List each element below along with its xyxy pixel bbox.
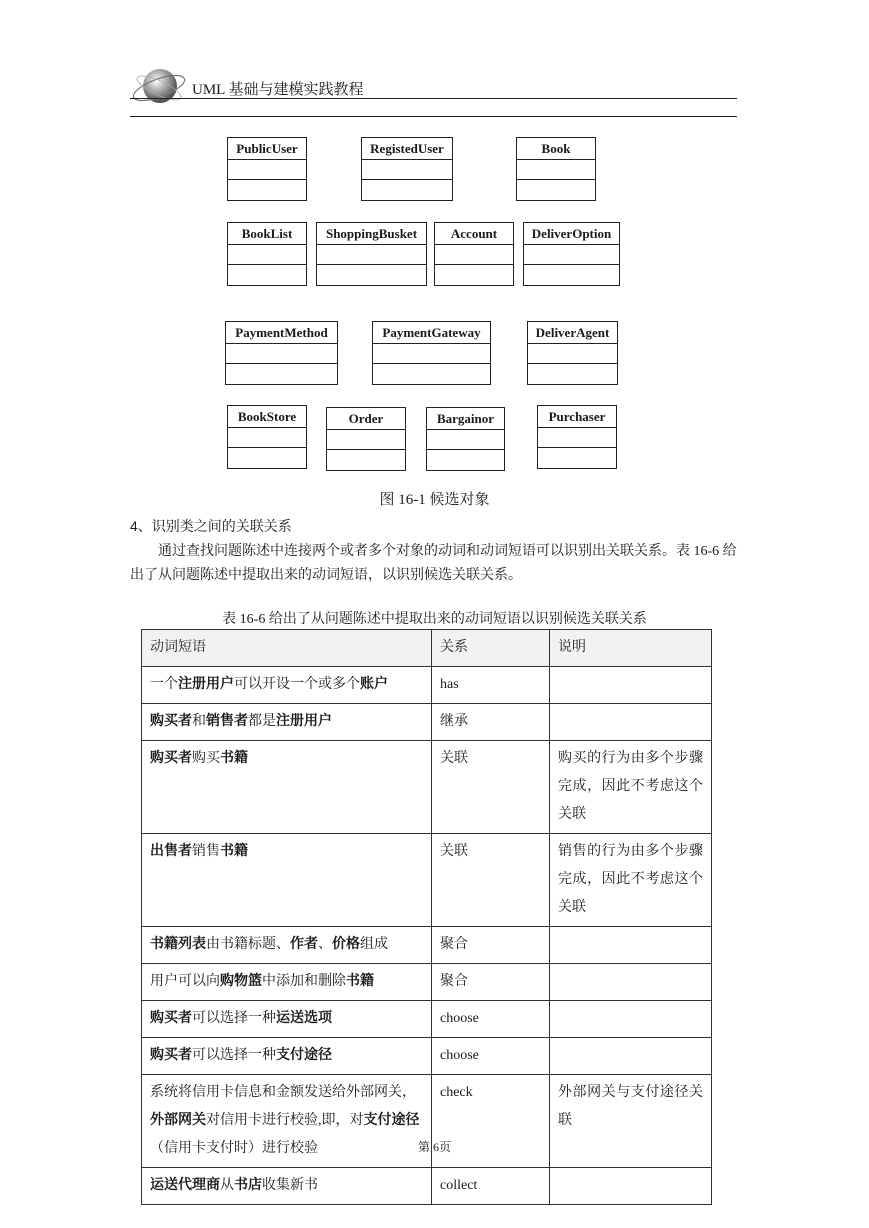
phrase-text: 中添加和删除	[262, 974, 346, 989]
phrase-text: 都是	[248, 714, 276, 729]
class-box-book	[516, 137, 596, 201]
verb-phrase-cell	[142, 1168, 432, 1205]
table-header-row	[142, 630, 712, 667]
phrase-entity: 购买者	[150, 714, 192, 729]
note-cell	[550, 927, 712, 964]
phrase-text: 购买	[192, 751, 220, 766]
note-cell: 购买的行为由多个步骤完成，因此不考虑这个关联	[550, 741, 712, 834]
note-cell: 销售的行为由多个步骤完成，因此不考虑这个关联	[550, 834, 712, 927]
class-name: BookStore	[228, 406, 306, 428]
verb-phrase-cell	[142, 667, 432, 704]
class-box-purchaser	[537, 405, 617, 469]
verb-phrase-cell	[142, 704, 432, 741]
phrase-text: 由书籍标题、	[206, 937, 290, 952]
table-row	[142, 834, 712, 927]
phrase-entity: 购物篮	[220, 974, 262, 989]
class-box-bargainor	[426, 407, 505, 471]
phrase-entity: 书籍	[346, 974, 374, 989]
class-name: DeliverOption	[524, 223, 619, 245]
class-box-paymentgateway	[372, 321, 491, 385]
note-cell	[550, 704, 712, 741]
class-name: Order	[327, 408, 405, 430]
table-row	[142, 704, 712, 741]
verb-phrase-cell	[142, 964, 432, 1001]
relation-cell: has	[432, 667, 550, 704]
class-box-deliveragent	[527, 321, 618, 385]
phrase-entity: 作者	[290, 937, 318, 952]
phrase-text: 和	[192, 714, 206, 729]
relation-cell: check	[432, 1075, 550, 1168]
relation-cell: choose	[432, 1001, 550, 1038]
phrase-text: 系统将信用卡信息和金额发送给外部网关，	[150, 1085, 416, 1100]
figure-caption: 图 16-1 候选对象	[379, 492, 490, 508]
note-cell: 外部网关与支付途径关联	[550, 1075, 712, 1168]
globe-logo-icon	[130, 58, 188, 112]
association-table	[141, 629, 712, 1205]
class-name: DeliverAgent	[528, 322, 617, 344]
column-header: 动词短语	[142, 630, 432, 667]
note-cell	[550, 1168, 712, 1205]
class-box-deliveroption	[523, 222, 620, 286]
table-row	[142, 1001, 712, 1038]
phrase-entity: 运送代理商	[150, 1178, 220, 1193]
phrase-entity: 价格	[332, 937, 360, 952]
phrase-entity: 书籍	[220, 751, 248, 766]
phrase-entity: 外部网关	[150, 1113, 206, 1128]
class-box-publicuser	[227, 137, 307, 201]
table-row	[142, 1168, 712, 1205]
class-box-paymentmethod	[225, 321, 338, 385]
phrase-entity: 购买者	[150, 751, 192, 766]
phrase-text: 从	[220, 1178, 234, 1193]
class-box-order	[326, 407, 406, 471]
class-name: Book	[517, 138, 595, 160]
class-box-booklist	[227, 222, 307, 286]
column-header: 说明	[550, 630, 712, 667]
class-name: PaymentMethod	[226, 322, 337, 344]
phrase-entity: 支付途径	[363, 1113, 420, 1128]
phrase-text: 可以开设一个或多个	[234, 677, 360, 692]
phrase-entity: 销售者	[206, 714, 248, 729]
phrase-text: 组成	[360, 937, 388, 952]
phrase-entity: 出售者	[150, 844, 192, 859]
class-name: Bargainor	[427, 408, 504, 430]
relation-cell: 继承	[432, 704, 550, 741]
phrase-entity: 注册用户	[276, 714, 332, 729]
class-box-shoppingbusket	[316, 222, 427, 286]
note-cell	[550, 964, 712, 1001]
phrase-entity: 账户	[360, 677, 388, 692]
table-row	[142, 964, 712, 1001]
phrase-text: 用户可以向	[150, 974, 220, 989]
verb-phrase-cell	[142, 741, 432, 834]
class-name: Account	[435, 223, 513, 245]
verb-phrase-cell	[142, 927, 432, 964]
class-name: Purchaser	[538, 406, 616, 428]
phrase-entity: 注册用户	[178, 677, 234, 692]
class-name: RegistedUser	[362, 138, 452, 160]
relation-cell: 聚合	[432, 927, 550, 964]
column-header: 关系	[432, 630, 550, 667]
page-number: 第 6页	[417, 1140, 451, 1154]
phrase-text: 可以选择一种	[192, 1011, 276, 1026]
table-caption: 表 16-6 给出了从问题陈述中提取出来的动词短语以识别候选关联关系	[222, 612, 647, 627]
class-box-registeduser	[361, 137, 453, 201]
phrase-entity: 书店	[234, 1178, 262, 1193]
body-paragraph: 通过查找问题陈述中连接两个或者多个对象的动词和动词短语可以识别出关联关系。表 16-6 给出了从问题陈述中提取出来的动词短语，以识别候选关联关系。	[130, 544, 737, 583]
class-name: PublicUser	[228, 138, 306, 160]
phrase-entity: 购买者	[150, 1011, 192, 1026]
phrase-entity: 书籍列表	[150, 937, 206, 952]
verb-phrase-cell	[142, 1038, 432, 1075]
note-cell	[550, 667, 712, 704]
phrase-text: 、	[318, 937, 332, 952]
relation-cell: choose	[432, 1038, 550, 1075]
header-rule-lower	[130, 116, 737, 117]
table-row	[142, 1038, 712, 1075]
phrase-text: （信用卡支付时）进行校验	[150, 1141, 318, 1156]
phrase-text: 收集新书	[262, 1178, 318, 1193]
section-heading: 4、识别类之间的关联关系	[130, 518, 292, 534]
relation-cell: 聚合	[432, 964, 550, 1001]
class-name: BookList	[228, 223, 306, 245]
relation-cell: 关联	[432, 741, 550, 834]
table-row	[142, 667, 712, 704]
class-name: ShoppingBusket	[317, 223, 426, 245]
header-title: UML 基础与建模实践教程	[192, 82, 364, 98]
phrase-entity: 购买者	[150, 1048, 192, 1063]
table-row	[142, 741, 712, 834]
phrase-text: 销售	[192, 844, 220, 859]
note-cell	[550, 1001, 712, 1038]
verb-phrase-cell	[142, 834, 432, 927]
relation-cell: 关联	[432, 834, 550, 927]
class-box-bookstore	[227, 405, 307, 469]
phrase-entity: 书籍	[220, 844, 248, 859]
phrase-entity: 运送选项	[276, 1011, 332, 1026]
relation-cell: collect	[432, 1168, 550, 1205]
phrase-text: 可以选择一种	[192, 1048, 276, 1063]
class-box-account	[434, 222, 514, 286]
phrase-text: 对信用卡进行校验,即，对	[206, 1113, 364, 1128]
verb-phrase-cell	[142, 1001, 432, 1038]
phrase-entity: 支付途径	[276, 1048, 332, 1063]
phrase-text: 一个	[150, 677, 178, 692]
header-rule	[130, 98, 737, 99]
note-cell	[550, 1038, 712, 1075]
table-row	[142, 927, 712, 964]
class-name: PaymentGateway	[373, 322, 490, 344]
